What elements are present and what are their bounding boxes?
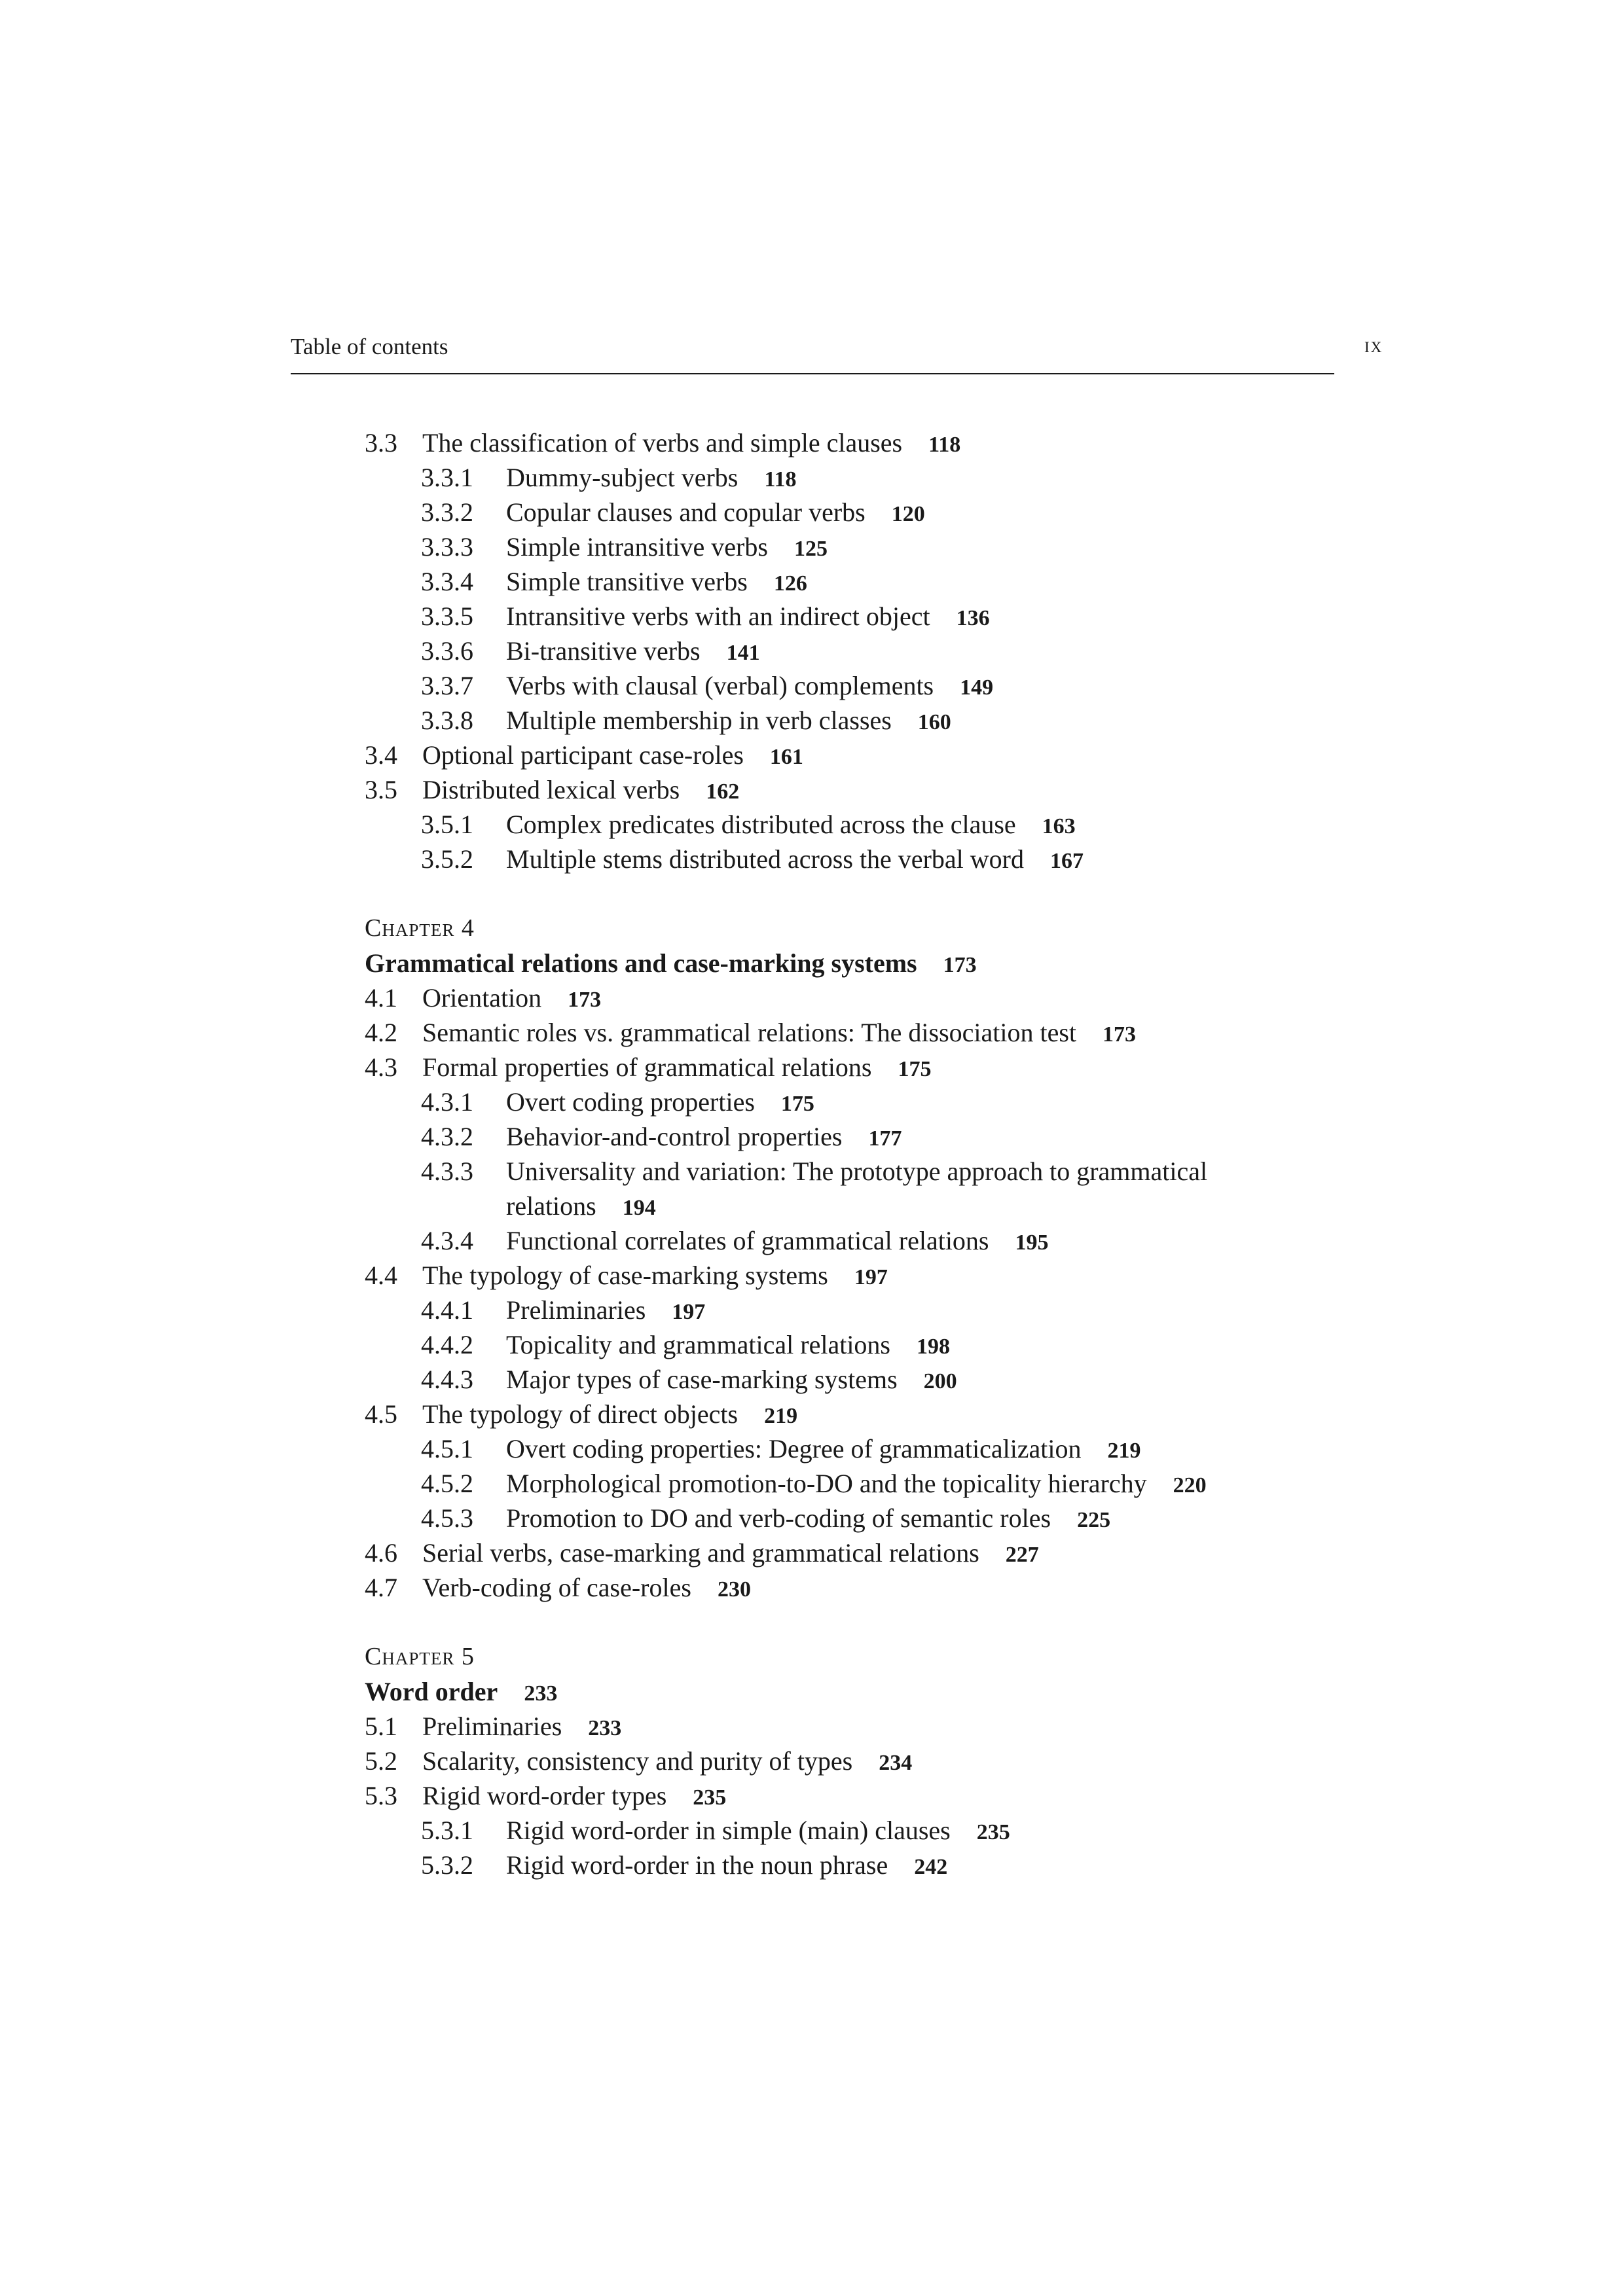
section-title: Bi-transitive verbs xyxy=(506,636,701,666)
section-number: 4.4.3 xyxy=(421,1365,473,1394)
section-number: 4.3 xyxy=(365,1052,397,1082)
page-ref: 173 xyxy=(1103,1022,1137,1047)
section-number: 4.4 xyxy=(365,1261,397,1290)
page-ref: 219 xyxy=(1107,1439,1141,1463)
page-ref: 149 xyxy=(960,675,994,700)
page-ref: 198 xyxy=(917,1335,950,1359)
section-number: 3.3 xyxy=(365,428,397,457)
page-ref: 235 xyxy=(976,1820,1010,1844)
running-title: Table of contents xyxy=(291,334,448,359)
section-number: 3.5.2 xyxy=(421,844,473,874)
section-number: 5.3.2 xyxy=(421,1850,473,1880)
page-ref: 233 xyxy=(588,1716,622,1740)
page-ref: 227 xyxy=(1005,1543,1039,1567)
page-ref: 242 xyxy=(914,1855,948,1879)
section-number: 4.3.3 xyxy=(421,1157,473,1186)
section-number: 3.3.7 xyxy=(421,671,473,700)
section-number: 4.5.1 xyxy=(421,1434,473,1463)
section-number: 5.2 xyxy=(365,1746,397,1776)
chapter-4-label: Chapter 4 xyxy=(365,914,475,942)
chapter-4-title[interactable] xyxy=(365,946,977,980)
page-ref: 161 xyxy=(769,745,803,769)
page-ref: 230 xyxy=(717,1577,751,1602)
page-ref: 120 xyxy=(891,502,925,526)
section-title: Simple transitive verbs xyxy=(506,567,748,596)
section-number: 4.3.2 xyxy=(421,1122,473,1151)
page-ref: 175 xyxy=(898,1057,932,1081)
section-number: 4.4.2 xyxy=(421,1330,473,1359)
page-ref: 195 xyxy=(1015,1230,1049,1255)
section-number: 4.3.4 xyxy=(421,1226,473,1255)
section-number: 5.3.1 xyxy=(421,1816,473,1845)
page-number: ix xyxy=(1364,334,1383,357)
section-number: 4.5.2 xyxy=(421,1469,473,1498)
section-title: Dummy-subject verbs xyxy=(506,463,739,492)
section-number: 3.3.2 xyxy=(421,497,473,527)
section-title: Intransitive verbs with an indirect object xyxy=(506,601,930,631)
section-number: 3.4 xyxy=(365,740,397,770)
section-title: Overt coding properties xyxy=(506,1087,755,1117)
page-ref: 173 xyxy=(568,988,602,1012)
section-title: Simple intransitive verbs xyxy=(506,532,768,562)
section-number: 3.3.8 xyxy=(421,706,473,735)
section-number: 4.6 xyxy=(365,1538,397,1568)
section-title: Orientation xyxy=(422,983,542,1013)
page-ref: 194 xyxy=(622,1196,656,1220)
section-number: 3.3.3 xyxy=(421,532,473,562)
section-title: Overt coding properties: Degree of grammaticalization xyxy=(506,1434,1082,1463)
section-title: Major types of case-marking systems xyxy=(506,1365,898,1394)
section-title: Verbs with clausal (verbal) complements xyxy=(506,671,934,700)
section-title: Behavior-and-control properties xyxy=(506,1122,843,1151)
section-number: 3.3.6 xyxy=(421,636,473,666)
section-title: Scalarity, consistency and purity of types xyxy=(422,1746,853,1776)
section-title: Multiple stems distributed across the verbal word xyxy=(506,844,1024,874)
section-number: 5.1 xyxy=(365,1712,397,1741)
section-number: 3.5.1 xyxy=(421,810,473,839)
page-ref: 173 xyxy=(943,953,977,977)
section-title: Semantic roles vs. grammatical relations: The dissociation test xyxy=(422,1018,1077,1047)
page-ref: 219 xyxy=(764,1404,798,1428)
section-title: Optional participant case-roles xyxy=(422,740,744,770)
section-title: Preliminaries xyxy=(422,1712,562,1741)
page-ref: 234 xyxy=(879,1751,913,1775)
page-ref: 125 xyxy=(793,537,828,561)
section-title: Distributed lexical verbs xyxy=(422,775,680,804)
page-ref: 163 xyxy=(1042,814,1076,838)
section-number: 3.5 xyxy=(365,775,397,804)
page-ref: 200 xyxy=(923,1369,957,1393)
section-title-continued: relations xyxy=(506,1191,596,1221)
page-ref: 175 xyxy=(780,1092,814,1116)
page-ref: 235 xyxy=(693,1785,727,1810)
section-number: 4.3.1 xyxy=(421,1087,473,1117)
page-ref: 118 xyxy=(764,467,797,492)
page-ref: 126 xyxy=(773,571,807,596)
section-number: 4.2 xyxy=(365,1018,397,1047)
page-ref: 177 xyxy=(868,1126,902,1151)
section-number: 5.3 xyxy=(365,1781,397,1810)
section-title: Verb-coding of case-roles xyxy=(422,1573,691,1602)
section-title: Rigid word-order in the noun phrase xyxy=(506,1850,888,1880)
section-title: Complex predicates distributed across the clause xyxy=(506,810,1016,839)
section-title: The classification of verbs and simple clauses xyxy=(422,428,903,457)
chapter-5-title[interactable] xyxy=(365,1674,557,1709)
section-title: Promotion to DO and verb-coding of semantic roles xyxy=(506,1503,1051,1533)
chapter-title-text: Word order xyxy=(365,1677,498,1706)
section-title: Morphological promotion-to-DO and the topicality hierarchy xyxy=(506,1469,1147,1498)
page-ref: 220 xyxy=(1173,1473,1207,1498)
page-ref: 141 xyxy=(726,641,760,665)
chapter-title-text: Grammatical relations and case-marking systems xyxy=(365,948,917,978)
section-title: Serial verbs, case-marking and grammatical relations xyxy=(422,1538,979,1568)
page-ref: 197 xyxy=(672,1300,706,1324)
section-title: Rigid word-order types xyxy=(422,1781,667,1810)
section-number: 4.4.1 xyxy=(421,1295,473,1325)
page-ref: 233 xyxy=(524,1681,558,1706)
section-title: Preliminaries xyxy=(506,1295,646,1325)
section-title: The typology of case-marking systems xyxy=(422,1261,828,1290)
section-number: 3.3.5 xyxy=(421,601,473,631)
section-number: 3.3.1 xyxy=(421,463,473,492)
section-title: Formal properties of grammatical relations xyxy=(422,1052,872,1082)
section-title: Rigid word-order in simple (main) clauses xyxy=(506,1816,951,1845)
section-number: 4.5.3 xyxy=(421,1503,473,1533)
section-title: Multiple membership in verb classes xyxy=(506,706,892,735)
page-ref: 197 xyxy=(854,1265,888,1289)
section-title: Universality and variation: The prototype approach to grammatical xyxy=(506,1157,1208,1186)
chapter-5-label: Chapter 5 xyxy=(365,1643,475,1670)
section-number: 4.5 xyxy=(365,1399,397,1429)
page-ref: 225 xyxy=(1077,1508,1111,1532)
section-number: 4.7 xyxy=(365,1573,397,1602)
section-title: The typology of direct objects xyxy=(422,1399,739,1429)
page-ref: 118 xyxy=(928,433,961,457)
page-ref: 167 xyxy=(1049,849,1084,873)
section-number: 4.1 xyxy=(365,983,397,1013)
section-title: Copular clauses and copular verbs xyxy=(506,497,866,527)
page-ref: 162 xyxy=(706,780,740,804)
page-ref: 136 xyxy=(956,606,990,630)
section-number: 3.3.4 xyxy=(421,567,473,596)
page-ref: 160 xyxy=(917,710,951,734)
section-title: Functional correlates of grammatical relations xyxy=(506,1226,989,1255)
section-title: Topicality and grammatical relations xyxy=(506,1330,890,1359)
